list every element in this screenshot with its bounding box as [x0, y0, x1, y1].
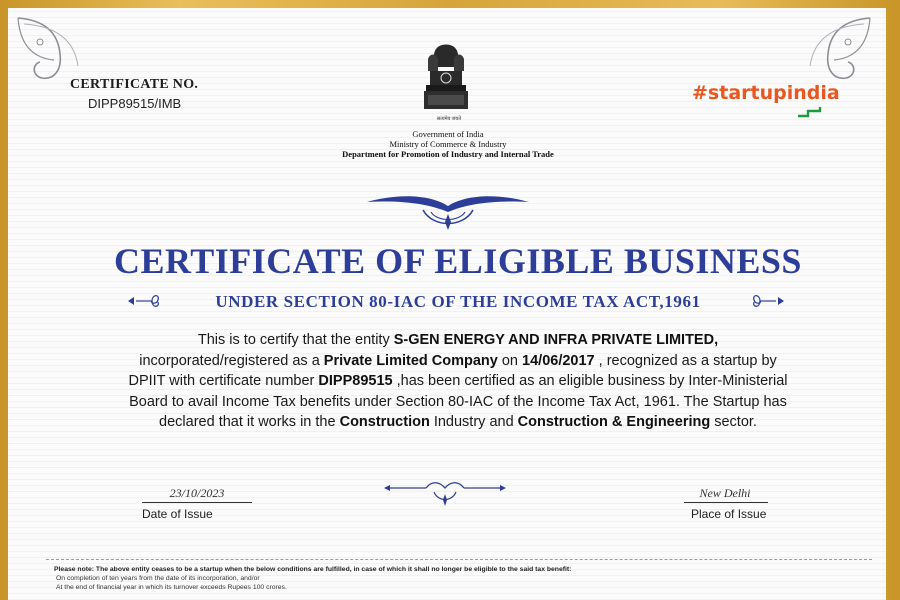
- issue-place-label: Place of Issue: [691, 507, 767, 521]
- sector-name: Construction & Engineering: [517, 414, 711, 430]
- startupindia-step-icon: [796, 106, 826, 118]
- issue-date-label: Date of Issue: [142, 507, 213, 521]
- incorporation-date: 14/06/2017: [522, 352, 595, 369]
- logo-hashtag: #: [692, 82, 708, 104]
- emblem-motto: सत्यमेव जयते: [436, 117, 462, 122]
- top-ornament-icon: [363, 188, 533, 234]
- body-text-2: incorporated/registered as a: [139, 352, 324, 369]
- government-line: Government of India: [412, 129, 484, 139]
- body-text-3: on: [497, 352, 523, 369]
- certificate-title: CERTIFICATE OF ELIGIBLE BUSINESS: [114, 241, 802, 281]
- certificate-sheet: [8, 8, 886, 600]
- note-heading: Please note: The above entity ceases to be a startup when the below conditions are fulfilled, in case of which it shall no longer be eligible to the said tax benefit:: [54, 566, 572, 573]
- subtitle-right-ornament-icon: [750, 291, 786, 311]
- body-text-6: Industry and: [429, 414, 518, 430]
- certificate-body: [128, 330, 788, 433]
- logo-startup: startup: [707, 82, 787, 104]
- certificate-no-label: CERTIFICATE NO.: [70, 77, 199, 92]
- note-condition-2: At the end of financial year in which its turnover exceeds Rupees 100 crores.: [56, 584, 287, 591]
- bottom-ornament-icon: [382, 478, 508, 508]
- department-line: Department for Promotion of Industry and Internal Trade: [342, 149, 554, 159]
- government-header: [288, 129, 608, 159]
- certificate-number: DIPP89515: [318, 373, 393, 389]
- issue-place-value: New Delhi: [699, 486, 751, 500]
- national-emblem-icon: [418, 41, 474, 117]
- body-text-4: , recognized as a startup by DPIIT with certificate number: [128, 352, 777, 389]
- startupindia-logo: [692, 82, 840, 104]
- body-text-7: sector.: [710, 414, 757, 430]
- industry-name: Construction: [339, 414, 430, 430]
- note-divider: [46, 559, 872, 560]
- body-text-1: This is to certify that the entity: [197, 332, 394, 348]
- ministry-line: Ministry of Commerce & Industry: [389, 139, 507, 149]
- entity-name: S-GEN ENERGY AND INFRA PRIVATE LIMITED,: [393, 332, 719, 348]
- note-section: [54, 565, 874, 592]
- issue-date-value: 23/10/2023: [169, 486, 225, 500]
- issue-place-line: [684, 502, 768, 503]
- company-type: Private Limited Company: [323, 352, 498, 369]
- issue-date-line: [142, 502, 252, 503]
- certificate-subtitle: UNDER SECTION 80-IAC OF THE INCOME TAX ACT,1961: [215, 292, 701, 311]
- body-text-5: ,has been certified as an eligible business by Inter-Ministerial Board to avail Income Tax benefits under Section 80-IAC of the Income Tax Act, 1961. The Startup has declared that it works in the: [129, 373, 788, 430]
- note-condition-1: On completion of ten years from the date of its incorporation, and/or: [56, 575, 260, 582]
- certificate-no-value: DIPP89515/IMB: [88, 96, 182, 111]
- logo-india: india: [786, 82, 840, 104]
